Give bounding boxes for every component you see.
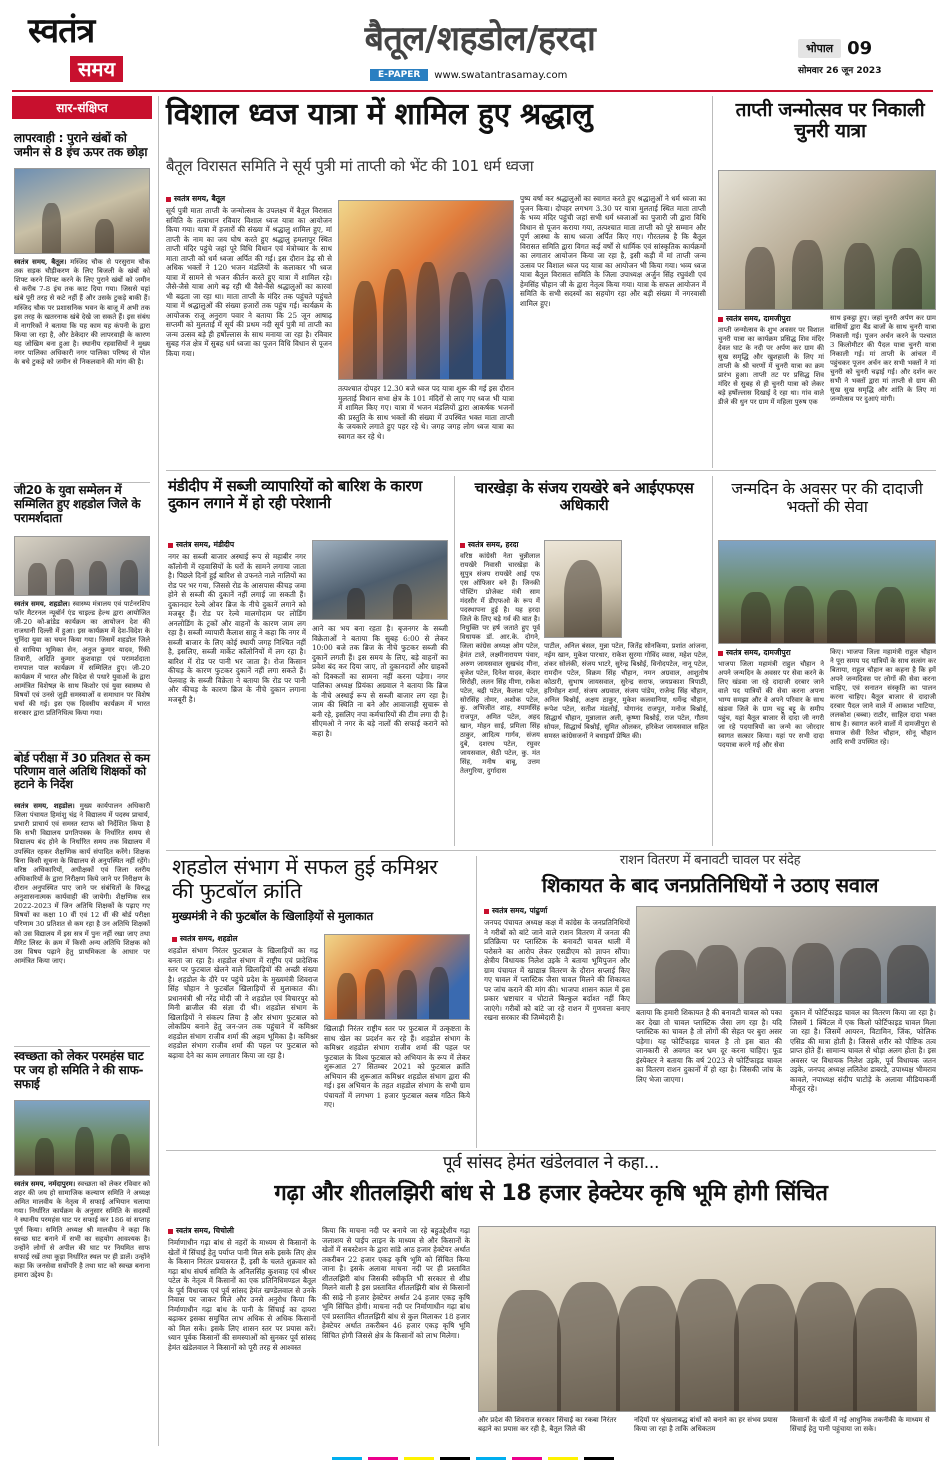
ration-photo	[636, 906, 936, 1004]
football-text2: खिलाड़ी निरंतर राष्ट्रीय स्तर पर फुटबाल में उत्कृष्टता के साथ खेल का प्रदर्शन कर रहे हैं। शहडोल संभाग के कमिश्नर शहडोल संभाग राजीव शर्मा की पहल पर फुटबाल के विश्व फुटबाल को अभियान के रूप में लेकर शुरूआत 27 सितम्बर 2021 को फुटबाल क्रांति अभियान की शुरूआत कमिश्नर शहडोल संभाग द्वारा की गई। इस अभियान के तहत शहडोल संभाग के सभी ग्राम पंचायतों में लगभग 1 हजार फुटबाल क्लब गठित किये गए।	[324, 1024, 470, 1109]
sidebar-item-photo	[14, 168, 150, 254]
byline-text: स्वतंत्र समय, दामजीपुरा	[726, 648, 791, 657]
dam-text2: किया कि माचना नदी पर बनाये जा रहे बहुउद्देशीय गढ़ा जलाशय से पाईप लाइन के माध्यम से और किसानों के खेतों में सबस्टेशन के द्वारा सांडे आठ हजार हेक्टेयर अर्थात तकरीबन 22 हजार एकड़ कृषि भूमि को सिंचित किया जाना है। इसके अलावा माचना नदी पर ही प्रस्तावित शीतलझिरी बांध जिसकी स्वीकृति भी सरकार से शीघ्र मिलने वाली है इस प्रस्तावित शीतलझिरी बांध से किसानों की साढ़े नौ हजार हेक्टेयर अर्थात 24 हजार एकड़ कृषि भूमि सिंचित होगी। माचना नदी पर निर्माणाधीन गढ़ा बांध एवं प्रस्तावित शीतलझिरी बांध से कुल मिलाकर 18 हजार हेक्टेयर अर्थात तकरीबन 46 हजार एकड़ कृषि भूमि सिंचित होगी जिससे क्षेत्र के किसानों को लाभ मिलेगा।	[322, 1226, 470, 1340]
column-rule	[712, 476, 713, 846]
byline-text: स्वतंत्र समय, दामजीपुरा	[726, 314, 791, 323]
dam-caption-3: किसानों के खेतों में नई आधुनिक तकनीकी के माध्यम से सिंचाई हेतु पानी पहुंचाया जा सके।	[790, 1416, 930, 1433]
epaper-bar	[370, 68, 660, 82]
rayakhere-byline	[460, 540, 518, 550]
column-rule	[712, 96, 713, 468]
lead-col2: तत्पश्चात दोपहर 12.30 बजे ध्वज पद यात्रा शुरू की गई इस दौरान मुलताई विधान सभा क्षेत्र के 101 मंदिरों से लाए गए ध्वज भी यात्रा में शामिल किए गए। यात्रा में भजन मंडलियों द्वारा आकर्षक भजनों की प्रस्तुति के साथ भक्तों की संख्या में उपस्थित भक्त माता ताप्ती के जयकारे लगाते हुए पहर रहे थे। जगह जगह लोग ध्वज यात्रा का स्वागत कर रहे थे।	[338, 384, 514, 441]
dam-byline	[168, 1226, 234, 1236]
registration-marks	[0, 1452, 945, 1464]
lead-col3: पुष्प वर्षा कर श्रद्धालुओं का स्वागत करते हुए श्रद्धालुओं ने धर्म ध्वजा का पूजन किया। दोपहर लगभग 3.30 पर यात्रा मुलताई स्थित माता ताप्ती के भव्य मंदिर पहुंची जहां सभी धर्म ध्वजाओं का पुजारी जी द्वारा विधि विधान से पूजन कराया गया, तत्पश्चात माता ताप्ती को पूरे सम्मान और पूर्ण आस्था के साथ ध्वजा अर्पित किए गए। गौरतलब है कि बैतूल विरासत समिति द्वारा विगत कई वर्षों से धार्मिक एवं सांस्कृतिक कार्यक्रमों का लगातार आयोजन किया जा रहा है, इसी कड़ी में मां ताप्ती जन्म उत्सव पर विशाल ध्वज पद यात्रा का आयोजन भी किया गया। भव्य ध्वज यात्रा बैतूल विरासत समिति के जिला उपाध्यक्ष अर्जुन सिंह रघुवंशी एवं हेमसिंह चौहान जी के द्वारा नेतृत्व किया गया। यात्रा के सफल आयोजन में समिति के सभी सदस्यों का सहयोग रहा और बड़ी संख्या में नगरवासी शामिल हुए।	[520, 194, 706, 308]
section-rule	[166, 850, 936, 851]
sidebar-item-byline: स्वतंत्र समय, बैतूल।	[14, 258, 67, 266]
ration-text3: दुकान में फोर्टिफाइड चावल का वितरण किया जा रहा है। जिसमें 1 क्विंटल में एक किलो फोर्टिफाइड चावल मिला जा रहा है। जिसमें आयरन, विटामिन, जिंक, फोलिक एसिड की मात्रा होती है। जिससे शरीर को पौष्टिक तत्व प्राप्त होते हैं। सामान्य चावल से थोड़ा अलग होता है। इस अवसर पर विधायक निलेश उइके, पूर्व विधायक जतन उइके, जनपद अध्यक्ष ललितेश डाबरडे, उपाध्यक्ष भीमराव कावले, नपाध्यक्ष संदीप घाटोड़े के अलावा मीडियाकर्मी मौजूद रहे।	[790, 1008, 936, 1093]
sidebar-item-body: स्वच्छता को लेकर रविवार को शहर की जय हो सामाजिक कल्याण समिति ने अध्यक्ष अमित मालवीय के नेतृत्व में सफाई अभियान चलाया गया। निर्धारित कार्यक्रम के अनुसार समिति के सदस्यों ने स्थानीय परमहंस घाट पर सफाई कर 186 वां सप्ताह पूर्ण किया। समिति अध्यक्ष श्री मालवीय ने कहा कि स्वच्छ घाट बनाने में सभी का सहयोग आवश्यक है। उन्होंने लोगों से अपील की घाट पर नियमित साफ सफाई रखें तथा कूड़ा निर्धारित स्थल पर ही डालें। उन्होंने कहा कि जनसेवा सर्वोपरि है तथा घाट को स्वच्छ बनाना हमारा उद्देश्य है।	[14, 1180, 150, 1280]
tapti-text2: साथ इकट्ठा हुए। जहां चुनरी अर्पण कर ग्राम वासियों द्वारा बैंड बाजों के साथ चुनरी यात्रा निकाली गई। पूजन अर्चन करने के पश्चात 3 किलोमीटर की पैदल यात्रा चुनरी यात्रा निकाली गई। मां ताप्ती के आंचल में पहुंचकर पूजन अर्चन कर सभी भक्तों ने मां चुनरी को चुनरी चढ़ाई गई। और दर्शन कर सभी ने भक्तों द्वारा मां ताप्ती से ग्राम की सुख सुख समृद्धि और शांति के लिए मां जन्मोत्सव पर दुआएं मांगी।	[830, 314, 936, 403]
tapti-photo	[718, 170, 936, 310]
byline-marker	[166, 197, 171, 202]
dam-caption-1: और प्रदेश की शिवराज सरकार सिंचाई का रकबा निरंतर बढ़ाने का प्रयास कर रही है, बैतूल जिले की	[478, 1416, 617, 1433]
brand-logo	[28, 11, 158, 84]
lead-byline	[166, 194, 225, 204]
dam-headline: गढ़ा और शीतलझिरी बांध से 18 हजार हेक्टेयर कृषि भूमि होगी सिंचित	[274, 1181, 828, 1206]
masthead-rule	[12, 90, 933, 92]
dam-photo	[478, 1226, 936, 1412]
birthday-text1: भाजपा जिला महामंत्री राहुल चौहान ने अपने जन्मदिन के अवसर पर सेवा करने के लिए खंडवा जा रहे दादाजी दरबार जाने वाले पद यात्रियों की सेवा करना अपना भाग्य समझा और वे अपने परिवार के साथ खंडवा जिले के ग्राम चट्टू बट्टू के समीप पहुंच, यहां बैतूल बाजार से दादा जी नगरी जा रहे पदयात्रियों का जन्मे का जोरदार स्वागत सत्कार किया। यहां पर सभी दादा पदयात्रा करने गई और सेवा	[718, 660, 824, 749]
birthday-byline	[718, 648, 791, 658]
ration-text1: जनपद पंचायत अध्यक्ष कक्ष में कांग्रेस के जनप्रतिनिधियों ने गरीबों को बांटे जाने वाले राशन वितरण में जनता की प्रतिक्रिया पर प्लास्टिक के बनावटी चावल थाली में परोसने का आरोप लेकर एसडीएम को ज्ञापन सौंपा। क्षेत्रीय विधायक निलेश उइके ने बताया भूमिपुजन और ग्राम पंचायत में खाद्यान्न वितरण के दौरान सप्लाई किए गए चावल में प्लास्टिक जैसा चावल मिलने की शिकायत पर जांच कराने की मांग की। भाजपा शासन काल में इस प्रकार भ्रष्टाचार व घोटाले बिल्कुल बर्दाश्त नहीं किए जाएंगे। गरीबों को बांटे जा रहे राशन में गुणवत्ता बनाए रखना सरकार की जिम्मेदारी है।	[484, 918, 630, 1022]
byline-marker	[168, 1229, 173, 1234]
sidebar-item-byline: स्वतंत्र समय, शहडोल।	[14, 600, 71, 608]
epaper-label: E-PAPER	[370, 69, 428, 81]
tapti-headline: ताप्ती जन्मोत्सव पर निकाली चुनरी यात्रा	[735, 99, 925, 143]
sidebar-divider	[14, 1046, 150, 1047]
column-rule	[476, 856, 477, 1148]
masthead	[0, 0, 945, 92]
ration-kicker: राशन वितरण में बनावटी चावल पर संदेह	[619, 853, 801, 868]
byline-text: स्वतंत्र समय, चिचोली	[176, 1226, 234, 1235]
section-rule	[166, 1150, 936, 1151]
byline-text: स्वतंत्र समय, पांढुर्णा	[492, 906, 548, 915]
ration-headline: शिकायत के बाद जनप्रतिनिधियों ने उठाए सवाल	[541, 873, 879, 897]
page-info	[798, 38, 918, 82]
sidebar-item-photo	[14, 1100, 150, 1176]
ration-text2: बताया कि हमारी शिकायत है की बनावटी चावल को पका कर देखा तो चावल प्लास्टिक जैसा लग रहा है। यदि प्लास्टिक का चावल है तो लोगों की सेहत पर बुरा असर पड़ेगा। यह फोर्टिफाइड चावल है तो इस बात की जानकारी से अवगत कर भ्रम दूर करना चाहिए। फूड इंस्पेक्टर ने बताया कि वर्ष 2023 से फोर्टिफाइड चावल का वितरण राशन दुकानों में हो रहा है। जिसकी जांच के लिए भेजा जाएगा।	[636, 1008, 782, 1084]
rayakhere-text2: पाटील, अनिल बंसल, मुन्ना पटेल, जितेंद्र सोनकिया, प्रशांत आंजना, नईम खान, मुकेश पारथार, राकेश सुरमा गोविंद व्यास, महेश पटेल, शंकर सोलंकी, संजय भाटरे, सुरेन्द्र बिश्नोई, विनोदपटेल, नानू पटेल, रामदीन पटेल, विक्रम सिंह चौहान, नमन अग्रवाल, आशुतोष कोठारी, सुभाष जायसवाल, सुरेन्द्र सराफ, जयप्रकाश त्रिपाठी, हरिमोहन शर्मा, संजय अग्रवाल, संजय पांडेय, राजेन्द्र सिंह चौहान, अनिल बिश्नोई, अक्षय ठाकुर, मुकेश कलवानिया, धर्मेन्द्र चौहान, रूपेश पटेल, सतीश मंडलोई, योगानंद राजपूत, मनोज बिश्नोई, सिद्धार्थ चौहान, मुन्नालाल अली, कृष्णा बिश्नोई, राज पटेल, गौतम सोयल, सिद्धार्थ बिश्नोई, सुमित ओलकर, हरिकेश जायसवाल सहित समस्त कांग्रेसजनों ने बधाइयाँ प्रेषित की।	[544, 642, 708, 740]
sidebar-item-text	[14, 802, 150, 1042]
sidebar	[12, 96, 152, 1446]
lead-subheadline: बैतूल विरासत समिति ने सूर्य पुत्री मां ताप्ती को भेंट की 101 धर्म ध्वजा	[166, 157, 534, 175]
football-text1: शहडोल संभाग निरंतर फुटबाल के खिलाड़ियों का गढ़ बनता जा रहा है। शहडोल संभाग में राष्ट्रीय एवं प्रादेशिक स्तर पर फुटबाल खेलने वाले खिलाड़ियों की अच्छी संख्या है। शहडोल के दौरे पर पहुंचे प्रदेश के मुख्यमंत्री शिवराज सिंह चौहान ने फुटबॉल खिलाड़ियों से मुलाकात की। प्रधानमंत्री श्री नरेंद्र मोदी जी ने शहडोल एवं विचारपुर को मिनी ब्राजील की संज्ञा दी थी। शहडोल संभाग के खिलाड़ियों ने संकल्प लिया है और संभाग फुटबाल को लोकप्रिय बनाने हेतु जन-जन तक पहुंचाने में कमिश्नर शहडोल संभाग राजीव शर्मा की अहम भूमिका है। कमिश्नर शहडोल संभाग राजीव शर्मा की पहल पर फुटबाल को बढ़ावा देने का काम लगातार किया जा रहा है।	[168, 946, 318, 1060]
byline-marker	[484, 909, 489, 914]
rayakhere-text1: वरिष्ठ कांग्रेसी नेता चुन्नीलाल रायखेरे निवासी चारखेड़ा के सुपुत्र संजय रायखेरे आई एफ एस ऑफिसर बने हैं। जिनकी पोस्टिंग प्रोजेक्ट मंत्री साम मंदसौर में डीएफओ के रूप में पदस्थापना हुई है। यह हरदा जिले के लिए बड़े गर्व की बात है। नियुक्ति पर हर्ष जताते हुए पूर्व विधायक डॉ. आर.के. दोगने, जिला कांग्रेस अध्यक्ष ओम पटेल, हेमंत टाले, लक्ष्मीनारायण पंवार, अरुण जायसवाल सुखचंद मीना, बृजेश पटेल, दिनेश यादव, केदार सिरोही, ललन सिंह मीणा, राकेश पटेल, बद्री पटेल, कैलाश पटेल, सोरसिंह तोमर, अशोक पटेल, कु. अभिजीत शाह, श्यामसिंह राजपूत, अमित पटेल, अहद खान, मोहन साई, प्रमिला सिंह ठाकुर, आदित्य गार्गव, संजय दुबे, दशरथ पटेल, रघुवर जायसवाल, सेठी पटेल, कु. मंत सिंह, मनीष बाबू, उत्तम तेलगुरिया, दुर्गादास	[460, 552, 540, 776]
sidebar-item-headline: जी20 के युवा सम्मेलन में सम्मिलित हुए शहडोल जिले के परामर्शदाता	[14, 483, 141, 525]
byline-marker	[718, 317, 723, 322]
section-rule	[166, 470, 936, 471]
sidebar-item-body: मुख्य कार्यपालन अधिकारी जिला पंचायत हिमांशु चंद्र ने विद्यालय में पदस्थ प्राचार्य, प्रभारी प्राचार्य एवं समस्त स्टाफ को निर्देशित किया है कि सभी विद्यालय प्रगतिपत्रक के निर्धारित समय से विद्यालय बंद होने के निर्धारित समय तक विद्यालय में उपस्थित रहकर शैक्षणिक कार्य संपादित करेंगे। शिक्षक बिना किसी सूचना के विद्यालय से अनुपस्थित नहीं रहेंगे। वरिष्ठ अधिकारियों, अधीक्षकों एवं जिला स्तरीय अधिकारियों के द्वारा निरीक्षण किये जाने पर निरीक्षण के दौरान अनुपस्थित पाए जाने पर संबंधितों के विरुद्ध अनुशासनात्मक कार्यवाही की जायेगी। शैक्षणिक सत्र 2022-2023 में जिन अतिथि शिक्षकों के पढ़ाए गए विषयों का कक्षा 10 वीं एवं 12 वीं की बोर्ड परीक्षा परिणाम 30 प्रतिशत से कम रहा है उन अतिथि शिक्षकों को उस विद्यालय में इस सत्र में पुनः नहीं रखा जाए तथा मैरिट लिस्ट के क्रम में किसी अन्य अतिथि शिक्षक को उस विषय पढ़ाने हेतु प्राथमिकता के आधार पर आमंत्रित किया जाए।	[14, 802, 150, 965]
football-headline: शहडोल संभाग में सफल हुई कमिश्नर की फुटबॉल क्रांति	[172, 855, 438, 903]
byline-marker	[168, 543, 173, 548]
rayakhere-portrait	[544, 540, 622, 638]
mandideep-text1: नगर का सब्जी बाजार अस्थाई रूप से महाबीर नगर कॉलोनी में रहवासियों के घरों के सामने लगाया जाता है। पिछले दिनों हुई बारिश से उफनते नाले नालियों का रोड पर भर गया, जिससे रोड के आसपास कीचड़ जमा होने से सब्जी की दुकानें नहीं लगाई जा सकती हैं। दुकानदार रेल्वे ओवर ब्रिज के नीचे दुकानें लगाने को मजबूर हैं। रोड पर रेल्वे मालगोदाम पर लोडिंग अनलोडिंग के ट्रकों और वाहनों के कारण जाम लग रहा है। सब्जी व्यापारी कैलाश साहू ने कहा कि नगर में सब्जी बाजार के लिए कोई स्थायी जगह निश्चित नहीं है, इसलिए, सब्जी मार्केट कॉलोनियों में लग रहा है। बारिश में रोड पर पानी भर जाता है। रोज किसान कीचड़ के कारण फुटकर दुकानें नहीं लगा सकते हैं। पेलवाह के सब्जी विक्रेता ने बताया कि रोड पर पानी और कीचड़ के कारण ब्रिज के नीचे दुकान लगाना मजबूरी है।	[168, 552, 306, 704]
byline-text: स्वतंत्र समय, हरदा	[468, 540, 519, 549]
mandideep-byline	[168, 540, 234, 550]
byline-text: स्वतंत्र समय, शहडोल	[180, 934, 238, 943]
column-rule	[158, 96, 159, 1446]
website-link[interactable]: www.swatantrasamay.com	[434, 69, 568, 81]
edition-title: बैतूल/शहडोल/हरदा	[364, 19, 596, 59]
dam-text1: निर्माणाधीन गढ़ा बांध से नहरों के माध्यम से किसानों के खेतों में सिंचाई हेतु पर्याप्त पानी मिल सके इसके लिए क्षेत्र के किसान निरंतर प्रयासरत हैं, इसी के चलते शुक्रवार को गढ़ा बांध संघर्ष समिति के अनिलसिंह कुशवाह एवं श्रीधर पटेल के नेतृत्व में किसानों का एक प्रतिनिधिमण्डल बैतूल के पूर्व विधायक एवं पूर्व सांसद हेमंत खण्डेलवाल से उनके निवास पर जाकर मिले और उनसे अनुरोध किया कि निर्माणाधीन गढ़ा बांध के पानी के सिंचाई का दायरा बढ़ाकर इसका समुचित लाभ अधिक से अधिक किसानों को मिल सके। इसके लिए शासन स्तर पर प्रयास करें। ध्यान पूर्वक किसानों की समस्याओं को सुनकर पूर्व सांसद हेमंत खंडेलवाल ने किसानों को पूरी तरह से आश्वस्त	[168, 1238, 316, 1352]
tapti-text1: ताप्ती जन्मोत्सव के शुभ अवसर पर विशाल चुनरी यात्रा का कार्यक्रम प्रसिद्ध शिव मंदिर देवल घाट के नदी पर अर्पण कर ग्राम की सुख समृद्धि और खुशहाली के लिए मां ताप्ती के श्री चरणों में चुनरी यात्रा का क्रम प्रारंभ हुआ। ताप्ती तट पर प्रसिद्ध शिव मंदिर से सुबह से ही चुनरी यात्रा को लेकर बड़े हर्षोल्लास दिखाई दे रहा था। गांव वाले डीजे की धुन पर ग्राम में महिला पुरुष एक	[718, 326, 824, 406]
football-subheadline: मुख्यमंत्री ने की फुटबॉल के खिलाड़ियों से मुलाकात	[172, 909, 373, 923]
issue-date: सोमवार 26 जून 2023	[798, 66, 882, 76]
sidebar-item-body: स्वास्थ्य मंत्रालय एवं पार्टनरशिप फॉर मैटरनल न्यूबॉर्न एंड चाइल्ड हेल्थ द्वारा आयोजित जी-20 को-ब्रांडेड कार्यक्रम का आयोजन देश की राजधानी दिल्ली में हुआ। इस कार्यक्रम में देश-विदेश के चुनिंदा युवा का चयन किया गया। जिसमें शहडोल जिले से साथिया भूमिका सेन, अनुज कुमार यादव, रिंकी तिवारी, अदिति कुमार कुशवाहा एवं परामर्शदाता रामपाल पाल कार्यक्रम में सम्मिलित हुए। जी-20 कार्यक्रम में भारत और विदेश से पधारे युवाओं के द्वारा आमंत्रित विशेषज्ञ के साथ किशोर एवं युवा स्वास्थ्य से विषयों एवं उनसे जुड़ी समस्याओं व समाधान पर विशेष चर्चा की गई। इस एक दिवसीय कार्यक्रम में भारत सरकार द्वारा प्रतिनिधित्व किया गया।	[14, 600, 150, 718]
page-number: 09	[847, 38, 873, 59]
dam-caption-2: नदियों पर श्रृंखलाबद्ध बांधों को बनाने का हर संभव प्रयास किया जा रहा है ताकि अधिकतम	[634, 1416, 778, 1433]
sidebar-item-byline: स्वतंत्र समय, नर्मदापुरम।	[14, 1180, 76, 1188]
byline-marker	[172, 937, 177, 942]
dam-kicker: पूर्व सांसद हेमंत खंडेलवाल ने कहा...	[442, 1153, 660, 1173]
lead-photo	[338, 200, 514, 380]
football-byline	[172, 934, 238, 944]
byline-text: स्वतंत्र समय, मंडीदीप	[176, 540, 235, 549]
sidebar-item-text	[14, 1180, 150, 1440]
brand-logo-bottom: समय	[70, 56, 123, 82]
ration-byline	[484, 906, 547, 916]
sidebar-item-text	[14, 600, 150, 748]
sidebar-item-headline: स्वच्छता को लेकर परमहंस घाट पर जय हो समिति ने की साफ-सफाई	[14, 1049, 144, 1091]
birthday-text2: किए। भाजपा जिला महामंत्री राहुल चौहान ने पूरा समय पद यात्रियों के साथ सत्संग कर बिताया, राहुल चौहान का कहना है कि हमें अपने जन्मदिवस पर लोगों की सेवा करना चाहिए, एवं सनातन संस्कृति का पालन करना चाहिए। बैतूल बाजार से दादाजी दरबार पैदल जाने वाले में आकाश भाटिया, ललकोश (बब्बा) राठौर, साहिल दादा भक्त साथ है। स्वागत करने वालों में दामजीपुरा से समाज सेवी रितेश चौहान, सोनू चौहान आदि सभी उपस्थित रहे।	[830, 648, 936, 746]
tapti-byline	[718, 314, 791, 324]
mandideep-headline: मंडीदीप में सब्जी व्यापारियों को बारिश के कारण दुकान लगाने में हो रही परेशानी	[168, 477, 422, 512]
lead-headline: विशाल ध्वज यात्रा में शामिल हुए श्रद्धालु	[166, 97, 593, 132]
birthday-headline: जन्मदिन के अवसर पर की दादाजी भक्तों की सेवा	[731, 479, 923, 516]
city-label: भोपाल	[798, 39, 841, 58]
birthday-photo	[718, 540, 936, 644]
sidebar-item-text	[14, 258, 150, 480]
sidebar-item-photo	[14, 536, 150, 596]
byline-text: स्वतंत्र समय, बैतूल	[174, 194, 226, 203]
byline-marker	[460, 543, 465, 548]
mandideep-text2: आने का भय बना रहता है। बृजनगर के सब्जी विक्रेताओं ने बताया कि सुबह 6:00 से लेकर 10:00 बजे तक ब्रिज के नीचे फुटकर सब्जी की दुकानें लगती हैं। इस समय के लिए, बड़े वाहनों का प्रवेश बंद कर दिया जाए, तो दुकानदारों और ग्राहकों को दिक्कतों का सामना नहीं करना पड़ेगा। नगर पालिका अध्यक्ष प्रियंका अग्रवाल ने बताया कि ब्रिज के नीचे अस्थाई रूप से सब्जी बाजार लग रहा है। जाम की स्थिति ना बने और आवाजाही सुचारू से बनी रहे, इसलिए नपा कर्मचारियों की टीम लगा दी है। सीएमओ ने नगर के बड़े नालों की सफाई कराने को कहा है।	[312, 624, 448, 738]
rayakhere-headline: चारखेड़ा के संजय रायखेरे बने आईएफएस अधिकारी	[474, 479, 694, 514]
lead-col1: सूर्य पुत्री माता ताप्ती के जन्मोत्सव के उपलक्ष्य में बैतूल विरासत समिति के तत्वाधान रविवार विशाल ध्वज यात्रा का आयोजन किया गया। यात्रा में हजारों की संख्या में श्रद्धालु शामिल हुए, मां ताप्ती के नाम का जय घोष करते हुए श्रद्धालु हमलापुर स्थित ताप्ती मंदिर पहुंचे जहां पूरे विधि विधान एवं मंत्रोच्चार के साथ माता ताप्ती को धर्म ध्वजा अर्पित की गई। इस दौरान डेढ़ सौ से अधिक भक्तों ने 120 भजन मंडलियों के कलाकार भी ध्वज यात्रा में सामने से भजन कीर्तन करते हुए यात्रा में शामिल रहे। जैसे-जैसे यात्रा आगे बढ़ रही थी वैसे-वैसे श्रद्धालुओं का कारवां भी बढ़ता जा रहा था। माता ताप्ती के मंदिर तक पहुंचते पहुंचते यात्रा में श्रद्धालुओं की संख्या हजारों तक पहुंच गई। कार्यक्रम के आयोजक राजू अनुराग पवार ने बताया कि 25 जून आषाढ़ सप्तमी को मुलताई में सूर्य की प्रथम नदी सूर्य पुत्री मां ताप्ती का जन्म उत्सव बड़े ही हर्षोल्लास के साथ मनाया जा रहा है। रविवार सुबह गंज क्षेत्र में सुबह धर्म ध्वजा का पूजन विधि विधान से पूजन किया गया।	[166, 206, 332, 358]
sidebar-header: सार-संक्षिप्त	[12, 96, 152, 119]
column-rule	[454, 476, 455, 846]
mandideep-photo	[312, 540, 448, 620]
byline-marker	[718, 651, 723, 656]
sidebar-item-headline: बोर्ड परीक्षा में 30 प्रतिशत से कम परिणाम वाले अतिथि शिक्षकों को हटाने के निर्देश	[14, 751, 150, 792]
sidebar-item-body: मस्जिद चौक से परसुराम चौक तक सड़क चौड़ीकरण के लिए बिजली के खंबों को शिफ्ट करने शिफ्ट करने के लिए पुराने खंबों को जमीन से करीब 7-8 इंच तक काट दिया गया। जिससे यहां खंबे पूरी तरह से कटे नहीं हैं और उसके टुकड़े बाकी हैं। मस्जिद चौक पर प्रशासनिक भवन के बाजू में अभी तक इस तरह के खतरनाक खंबे देखे जा सकते हैं। इस संबंध में नागरिकों ने बताया कि यह काम यह कंपनी के द्वारा किया जा रहा है, और ठेकेदार की लापरवाही के कारण यह जोखिम बना हुआ है। स्थानीय रहवासियों ने मुख्य नगर पालिका अधिकारी नगर पालिका परिषद से पोल के बचे टुकड़े को जमीन से निकलवाने की मांग की है।	[14, 258, 150, 367]
sidebar-item-headline: लापरवाही : पुराने खंबों को जमीन से 8 इंच ऊपर तक छोड़ा	[14, 131, 148, 159]
football-photo	[324, 934, 470, 1020]
brand-logo-top: स्वतंत्र	[28, 11, 95, 51]
sidebar-item-byline: स्वतंत्र समय, शहडोल।	[14, 802, 75, 810]
